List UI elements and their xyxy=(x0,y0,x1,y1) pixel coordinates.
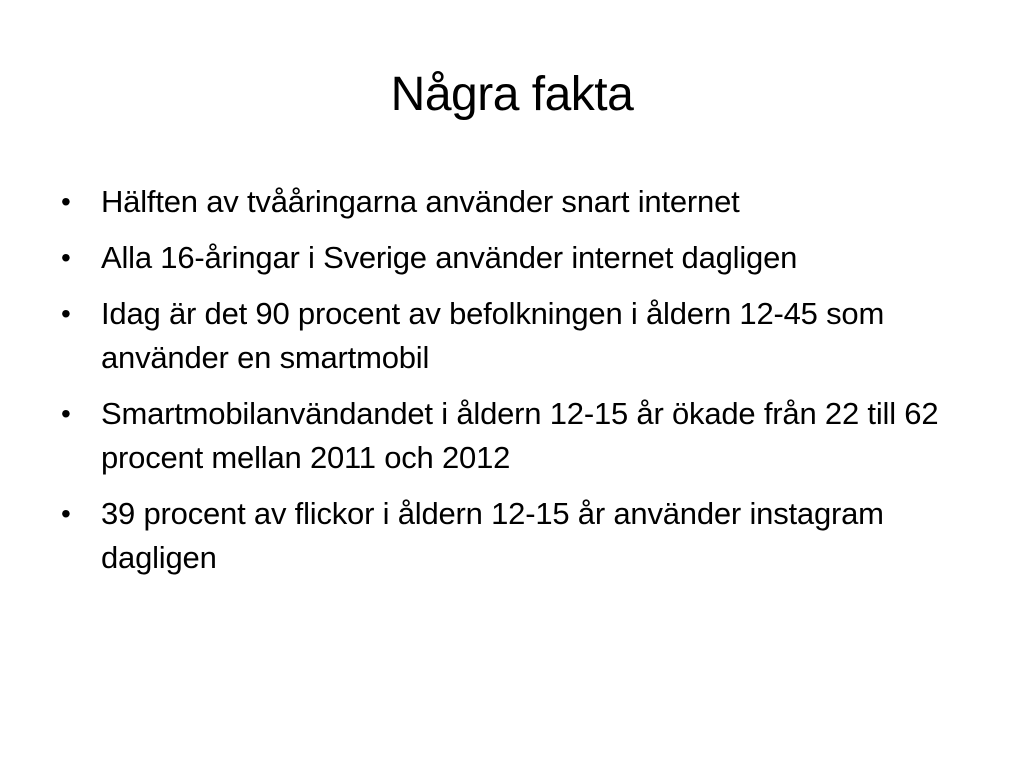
bullet-text: Alla 16-åringar i Sverige använder internet dagligen xyxy=(101,240,798,275)
bullet-dot-icon: • xyxy=(61,242,71,273)
bullet-list xyxy=(56,180,956,592)
bullet-item xyxy=(56,236,956,280)
bullet-dot-icon: • xyxy=(61,186,71,217)
bullet-item xyxy=(56,180,956,224)
bullet-text: Idag är det 90 procent av befolkningen i åldern 12-45 som använder en smartmobil xyxy=(101,296,885,375)
bullet-item xyxy=(56,392,956,480)
bullet-item xyxy=(56,492,956,580)
slide-title: Några fakta xyxy=(390,68,634,121)
bullet-text: Hälften av tvååringarna använder snart internet xyxy=(101,184,740,219)
bullet-dot-icon: • xyxy=(61,398,71,429)
bullet-dot-icon: • xyxy=(61,498,71,529)
bullet-item xyxy=(56,292,956,380)
bullet-text: 39 procent av flickor i åldern 12-15 år använder instagram dagligen xyxy=(101,496,884,575)
bullet-text: Smartmobilanvändandet i åldern 12-15 år ökade från 22 till 62 procent mellan 2011 och 2012 xyxy=(101,396,939,475)
bullet-dot-icon: • xyxy=(61,298,71,329)
